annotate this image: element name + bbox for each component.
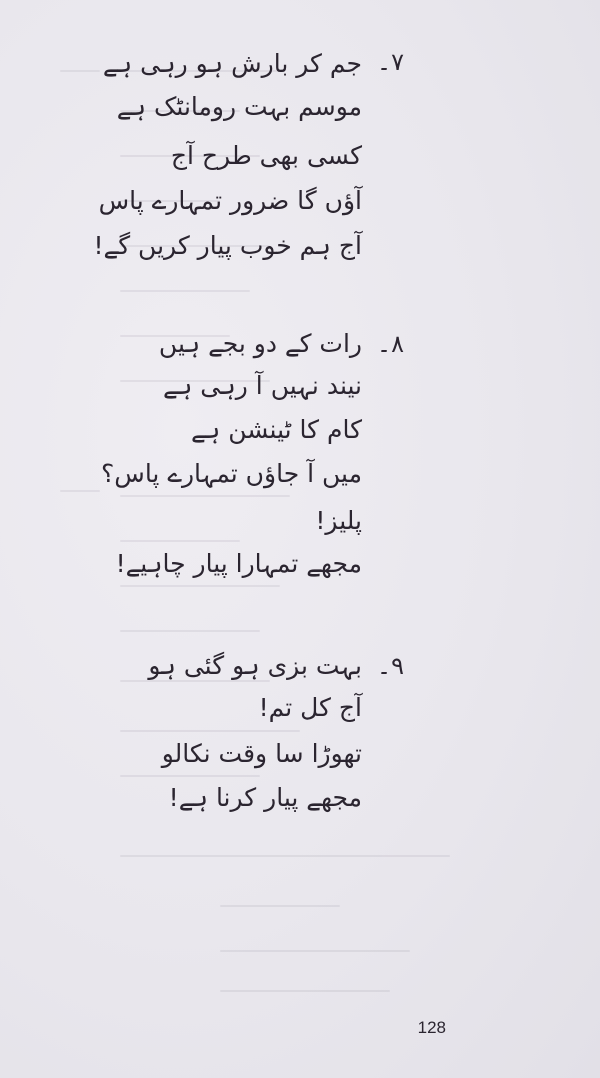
page-number: 128 bbox=[417, 1018, 446, 1037]
poem-9-line-4: مجھے پیار کرنا ہے! bbox=[168, 783, 362, 812]
poem-8-line-4: میں آ جاؤں تمہارے پاس؟ bbox=[101, 459, 362, 488]
poem-8-line-6: مجھے تمہارا پیار چاہیے! bbox=[115, 549, 362, 578]
poem-number-8: ۸۔ bbox=[377, 330, 404, 358]
poem-number-9: ۹۔ bbox=[377, 652, 404, 680]
poem-8-line-1: رات کے دو بجے ہیں bbox=[158, 329, 362, 358]
poem-8-line-2: نیند نہیں آ رہی ہے bbox=[163, 371, 362, 400]
poem-7-line-4: آؤں گا ضرور تمہارے پاس bbox=[98, 186, 362, 215]
poem-9-line-1: بہت بزی ہو گئی ہو bbox=[148, 651, 362, 680]
poem-7-line-3: کسی بھی طرح آج bbox=[170, 141, 362, 170]
poem-number-7: ۷۔ bbox=[377, 48, 404, 76]
poem-7-line-5: آج ہم خوب پیار کریں گے! bbox=[93, 231, 362, 260]
poem-7-line-1: جم کر بارش ہو رہی ہے bbox=[102, 49, 362, 78]
poem-9-line-2: آج کل تم! bbox=[258, 693, 362, 722]
poem-8-line-5: پلیز! bbox=[315, 506, 362, 535]
poem-8-line-3: کام کا ٹینشن ہے bbox=[190, 415, 362, 444]
poem-7-line-2: موسم بہت رومانٹک ہے bbox=[116, 92, 362, 121]
poem-9-line-3: تھوڑا سا وقت نکالو bbox=[161, 739, 362, 768]
